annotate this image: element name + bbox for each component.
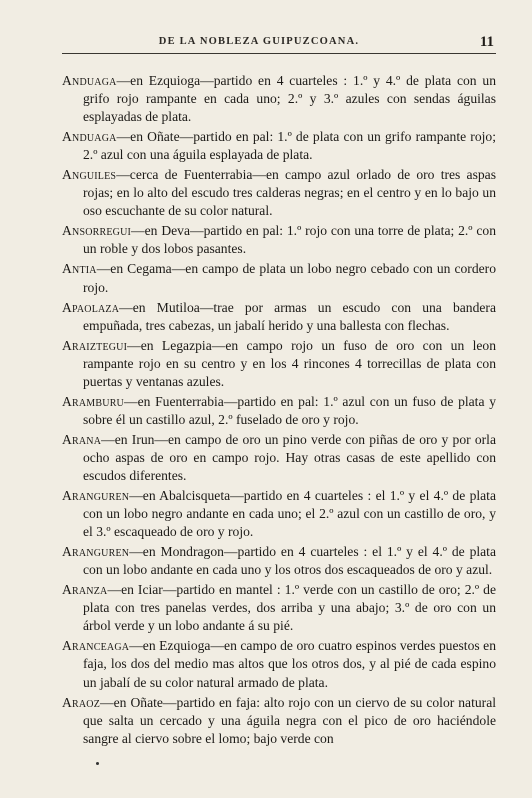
entry-text: —en Oñate—partido en pal: 1.º de plata con un grifo rampante rojo; 2.º azul con una águila esplayada de plata. [83, 129, 496, 163]
entry-text: —en Deva—partido en pal: 1.º rojo con una torre de plata; 2.º con un roble y dos lobos pasantes. [83, 223, 496, 257]
page-number: 11 [479, 34, 494, 50]
entry-surname: Antia [62, 261, 97, 277]
entry-text: —en Mutiloa—trae por armas un escudo con una bandera empuñada, tres cabezas, un jabalí herido y una ballesta con flechas. [83, 299, 496, 333]
entry [62, 694, 496, 748]
entry-surname: Aranceaga [62, 638, 130, 654]
running-title: DE LA NOBLEZA GUIPUZCOANA. [158, 36, 360, 47]
entry [62, 260, 496, 296]
entry-surname: Anguiles [62, 167, 117, 183]
entry-text: —en Ezquioga—en campo de oro cuatro espinos verdes puestos en faja, los dos del medio mas altos que los otros dos, y al pié de cada espino un jabalí de su color natural armado de plata. [83, 638, 496, 690]
entry-surname: Aranza [62, 582, 108, 598]
entry [62, 222, 496, 258]
entry-text: —en Oñate—partido en faja: alto rojo con un ciervo de su color natural que salta un cercado y una águila negra con el pico de oro haciéndole sangre al ciervo sobre el lomo; bajo verde con [83, 694, 496, 746]
entry-surname: Ansorregui [62, 223, 132, 239]
entry-text: —cerca de Fuenterrabia—en campo azul orlado de oro tres aspas rojas; en lo alto del escudo tres calderas negras; en el centro y en lo bajo un oso escuchante de su color natural. [83, 167, 496, 219]
entry-surname: Araiztegui [62, 337, 128, 353]
entry [62, 487, 496, 541]
running-head [62, 35, 496, 54]
entry-surname: Arana [62, 431, 102, 447]
entry [62, 128, 496, 164]
entry [62, 72, 496, 126]
entry [62, 581, 496, 635]
entry-text: —en Abalcisqueta—partido en 4 cuarteles : el 1.º y el 4.º de plata con un lobo negro andante en cada uno; el 2.º azul con un castillo de oro, y el 3.º escaqueado de oro y rojo. [83, 488, 496, 540]
entry-text: —en Mondragon—partido en 4 cuarteles : el 1.º y el 4.º de plata con un lobo andante en cada uno y los otros dos escaqueados de oro y azul. [83, 544, 496, 578]
entry-text: —en Irun—en campo de oro un pino verde con piñas de oro y por orla ocho aspas de oro en campo rojo. Hay otras casas de este apellido con escudos diferentes. [83, 431, 496, 483]
entry-surname: Aranguren [62, 544, 130, 560]
entry [62, 166, 496, 220]
entry-text: —en Ezquioga—partido en 4 cuarteles : 1.º y 4.º de plata con un grifo rojo rampante en cada uno; 2.º y 3.º azules con sendas águilas esplayadas de plata. [83, 73, 496, 125]
entry [62, 299, 496, 335]
entry-text: —en Fuenterrabia—partido en pal: 1.º azul con un fuso de plata y sobre él un castillo azul, 2.º fuselado de oro y rojo. [83, 393, 496, 427]
entry-surname: Anduaga [62, 73, 117, 88]
entry-text: —en Iciar—partido en mantel : 1.º verde con un castillo de oro; 2.º de plata con tres panelas verdes, dos arriba y una abajo; 3.º de oro con un árbol verde y un lobo andante á su pié. [83, 582, 496, 634]
entry-text: —en Cegama—en campo de plata un lobo negro cebado con un cordero rojo. [83, 261, 496, 295]
entry-text: —en Legazpia—en campo rojo un fuso de oro con un leon rampante rojo en su centro y en los 4 rincones 4 torrecillas de plata con puertas y ventanas azules. [83, 337, 496, 389]
entry-list [62, 72, 496, 750]
entry [62, 337, 496, 391]
entry-surname: Aramburu [62, 393, 124, 409]
entry-surname: Apaolaza [62, 299, 120, 315]
entry [62, 637, 496, 691]
entry-surname: Aranguren [62, 488, 130, 504]
entry [62, 431, 496, 485]
ink-speck [96, 762, 99, 765]
entry [62, 543, 496, 579]
entry [62, 393, 496, 429]
entry-surname: Anduaga [62, 129, 117, 145]
entry-surname: Araoz [62, 694, 101, 710]
